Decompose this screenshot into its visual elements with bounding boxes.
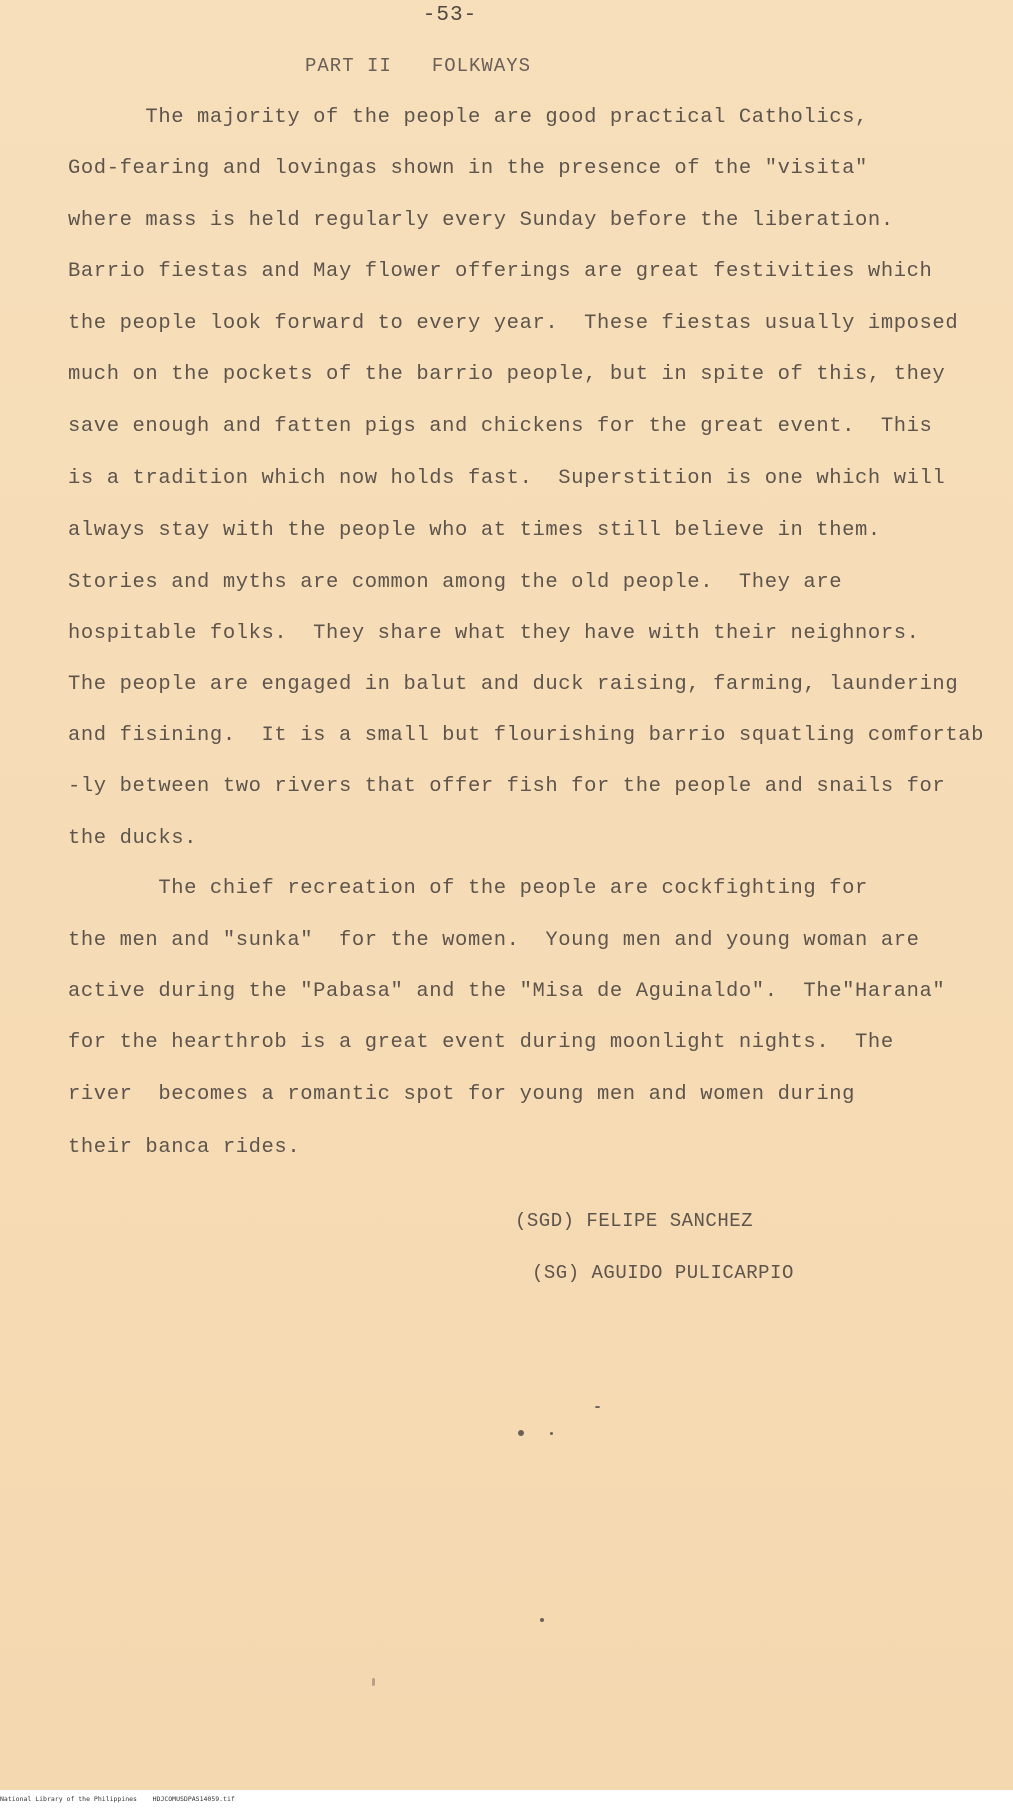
paragraph1-line: and fisining. It is a small but flourishing barrio squatling comfortab [68,724,985,747]
paragraph2-line: active during the "Pabasa" and the "Misa de Aguinaldo". The"Harana" [68,980,946,1003]
paragraph1-line: hospitable folks. They share what they have with their neighnors. [68,622,920,645]
paragraph1-line: Barrio fiestas and May flower offerings are great festivities which [68,260,933,283]
paragraph1-line: the people look forward to every year. These fiestas usually imposed [68,312,959,335]
paragraph1-line: is a tradition which now holds fast. Superstition is one which will [68,467,946,490]
paragraph2-line: their banca rides. [68,1136,301,1159]
paragraph2-line: for the hearthrob is a great event during moonlight nights. The [68,1031,894,1054]
ink-speck [518,1430,524,1436]
paragraph1-line: save enough and fatten pigs and chickens for the great event. This [68,415,933,438]
ink-speck [550,1432,553,1435]
paragraph1-line: always stay with the people who at times still believe in them. [68,519,881,542]
paragraph1-line: where mass is held regularly every Sunday before the liberation. [68,209,894,232]
paragraph2-line: river becomes a romantic spot for young men and women during [68,1083,856,1106]
ink-speck [540,1618,544,1622]
ink-speck [372,1678,375,1686]
paragraph1-line: The majority of the people are good practical Catholics, [68,106,868,129]
section-title [305,55,531,77]
section-part: PART II [305,55,392,77]
paragraph1-line: much on the pockets of the barrio people, but in spite of this, they [68,363,946,386]
paragraph1-line: the ducks. [68,827,198,850]
signature-line: (SGD) FELIPE SANCHEZ [515,1210,754,1232]
signature-line: (SG) AGUIDO PULICARPIO [532,1262,794,1284]
paragraph2-line: the men and "sunka" for the women. Young men and young woman are [68,929,920,952]
paragraph2-line: The chief recreation of the people are cockfighting for [68,877,868,900]
paragraph1-line: Stories and myths are common among the old people. They are [68,571,843,594]
footer-caption: National Library of the Philippines HDJCOMUSDPAS14059.tif [0,1790,1013,1808]
paragraph1-line: -ly between two rivers that offer fish for the people and snails for [68,775,946,798]
paragraph1-line: God-fearing and lovingas shown in the presence of the "visita" [68,157,868,180]
page-number: -53- [422,4,478,27]
ink-speck [595,1406,600,1408]
paragraph1-line: The people are engaged in balut and duck raising, farming, laundering [68,673,959,696]
section-name: FOLKWAYS [431,55,532,77]
